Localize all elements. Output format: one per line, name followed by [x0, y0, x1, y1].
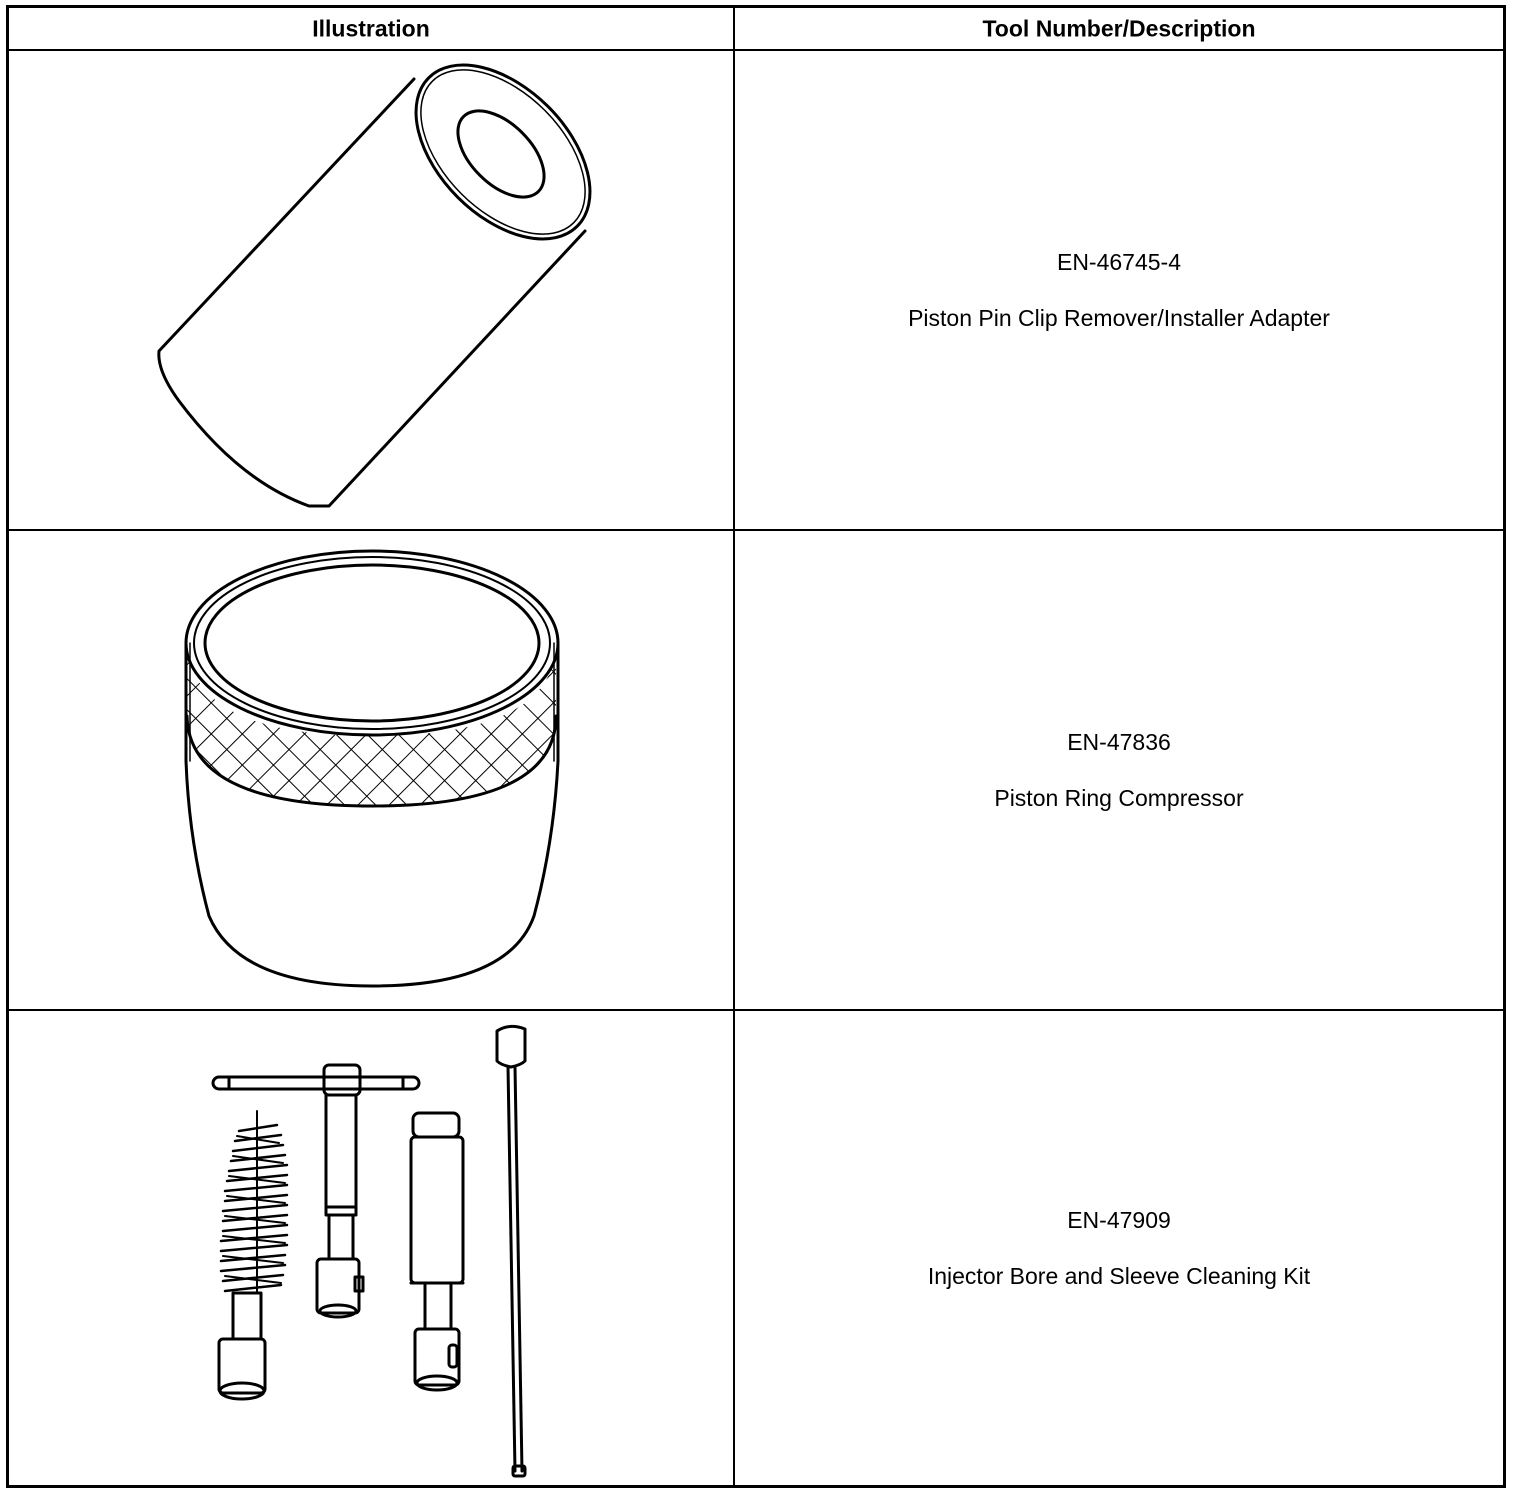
tool-cell: [735, 531, 1503, 1009]
tool-description: Piston Pin Clip Remover/Installer Adapter: [908, 305, 1330, 331]
tool-text: [735, 714, 1503, 826]
table-row: [9, 51, 1503, 531]
wire-brush-icon: [219, 1111, 287, 1399]
piston-ring-compressor-illustration: [9, 531, 733, 1009]
tools-table: [6, 5, 1506, 1488]
tool-description: Piston Ring Compressor: [994, 785, 1244, 811]
table-row: [9, 1011, 1503, 1485]
piston-pin-clip-adapter-illustration: [9, 51, 733, 529]
header-cell-illustration: [9, 8, 735, 49]
header-cell-tool: [735, 8, 1503, 49]
illustration-cell: [9, 51, 735, 529]
rod-icon: [497, 1026, 525, 1476]
tool-description: Injector Bore and Sleeve Cleaning Kit: [927, 1263, 1311, 1289]
tool-text: [735, 1192, 1503, 1304]
tool-cell: [735, 1011, 1503, 1485]
header-tool-description: Tool Number/Description: [982, 15, 1256, 41]
tool-number: EN-46745-4: [1056, 249, 1182, 275]
tool-number: EN-47909: [1067, 1207, 1171, 1233]
sleeve-tool-icon: [411, 1113, 463, 1390]
table-header-row: [9, 8, 1503, 51]
table-row: [9, 531, 1503, 1011]
injector-bore-cleaning-kit-illustration: [9, 1011, 733, 1485]
tool-text: [735, 234, 1503, 346]
tool-number: EN-47836: [1067, 729, 1171, 755]
illustration-cell: [9, 531, 735, 1009]
illustration-cell: [9, 1011, 735, 1485]
header-illustration: Illustration: [312, 15, 430, 41]
tool-cell: [735, 51, 1503, 529]
